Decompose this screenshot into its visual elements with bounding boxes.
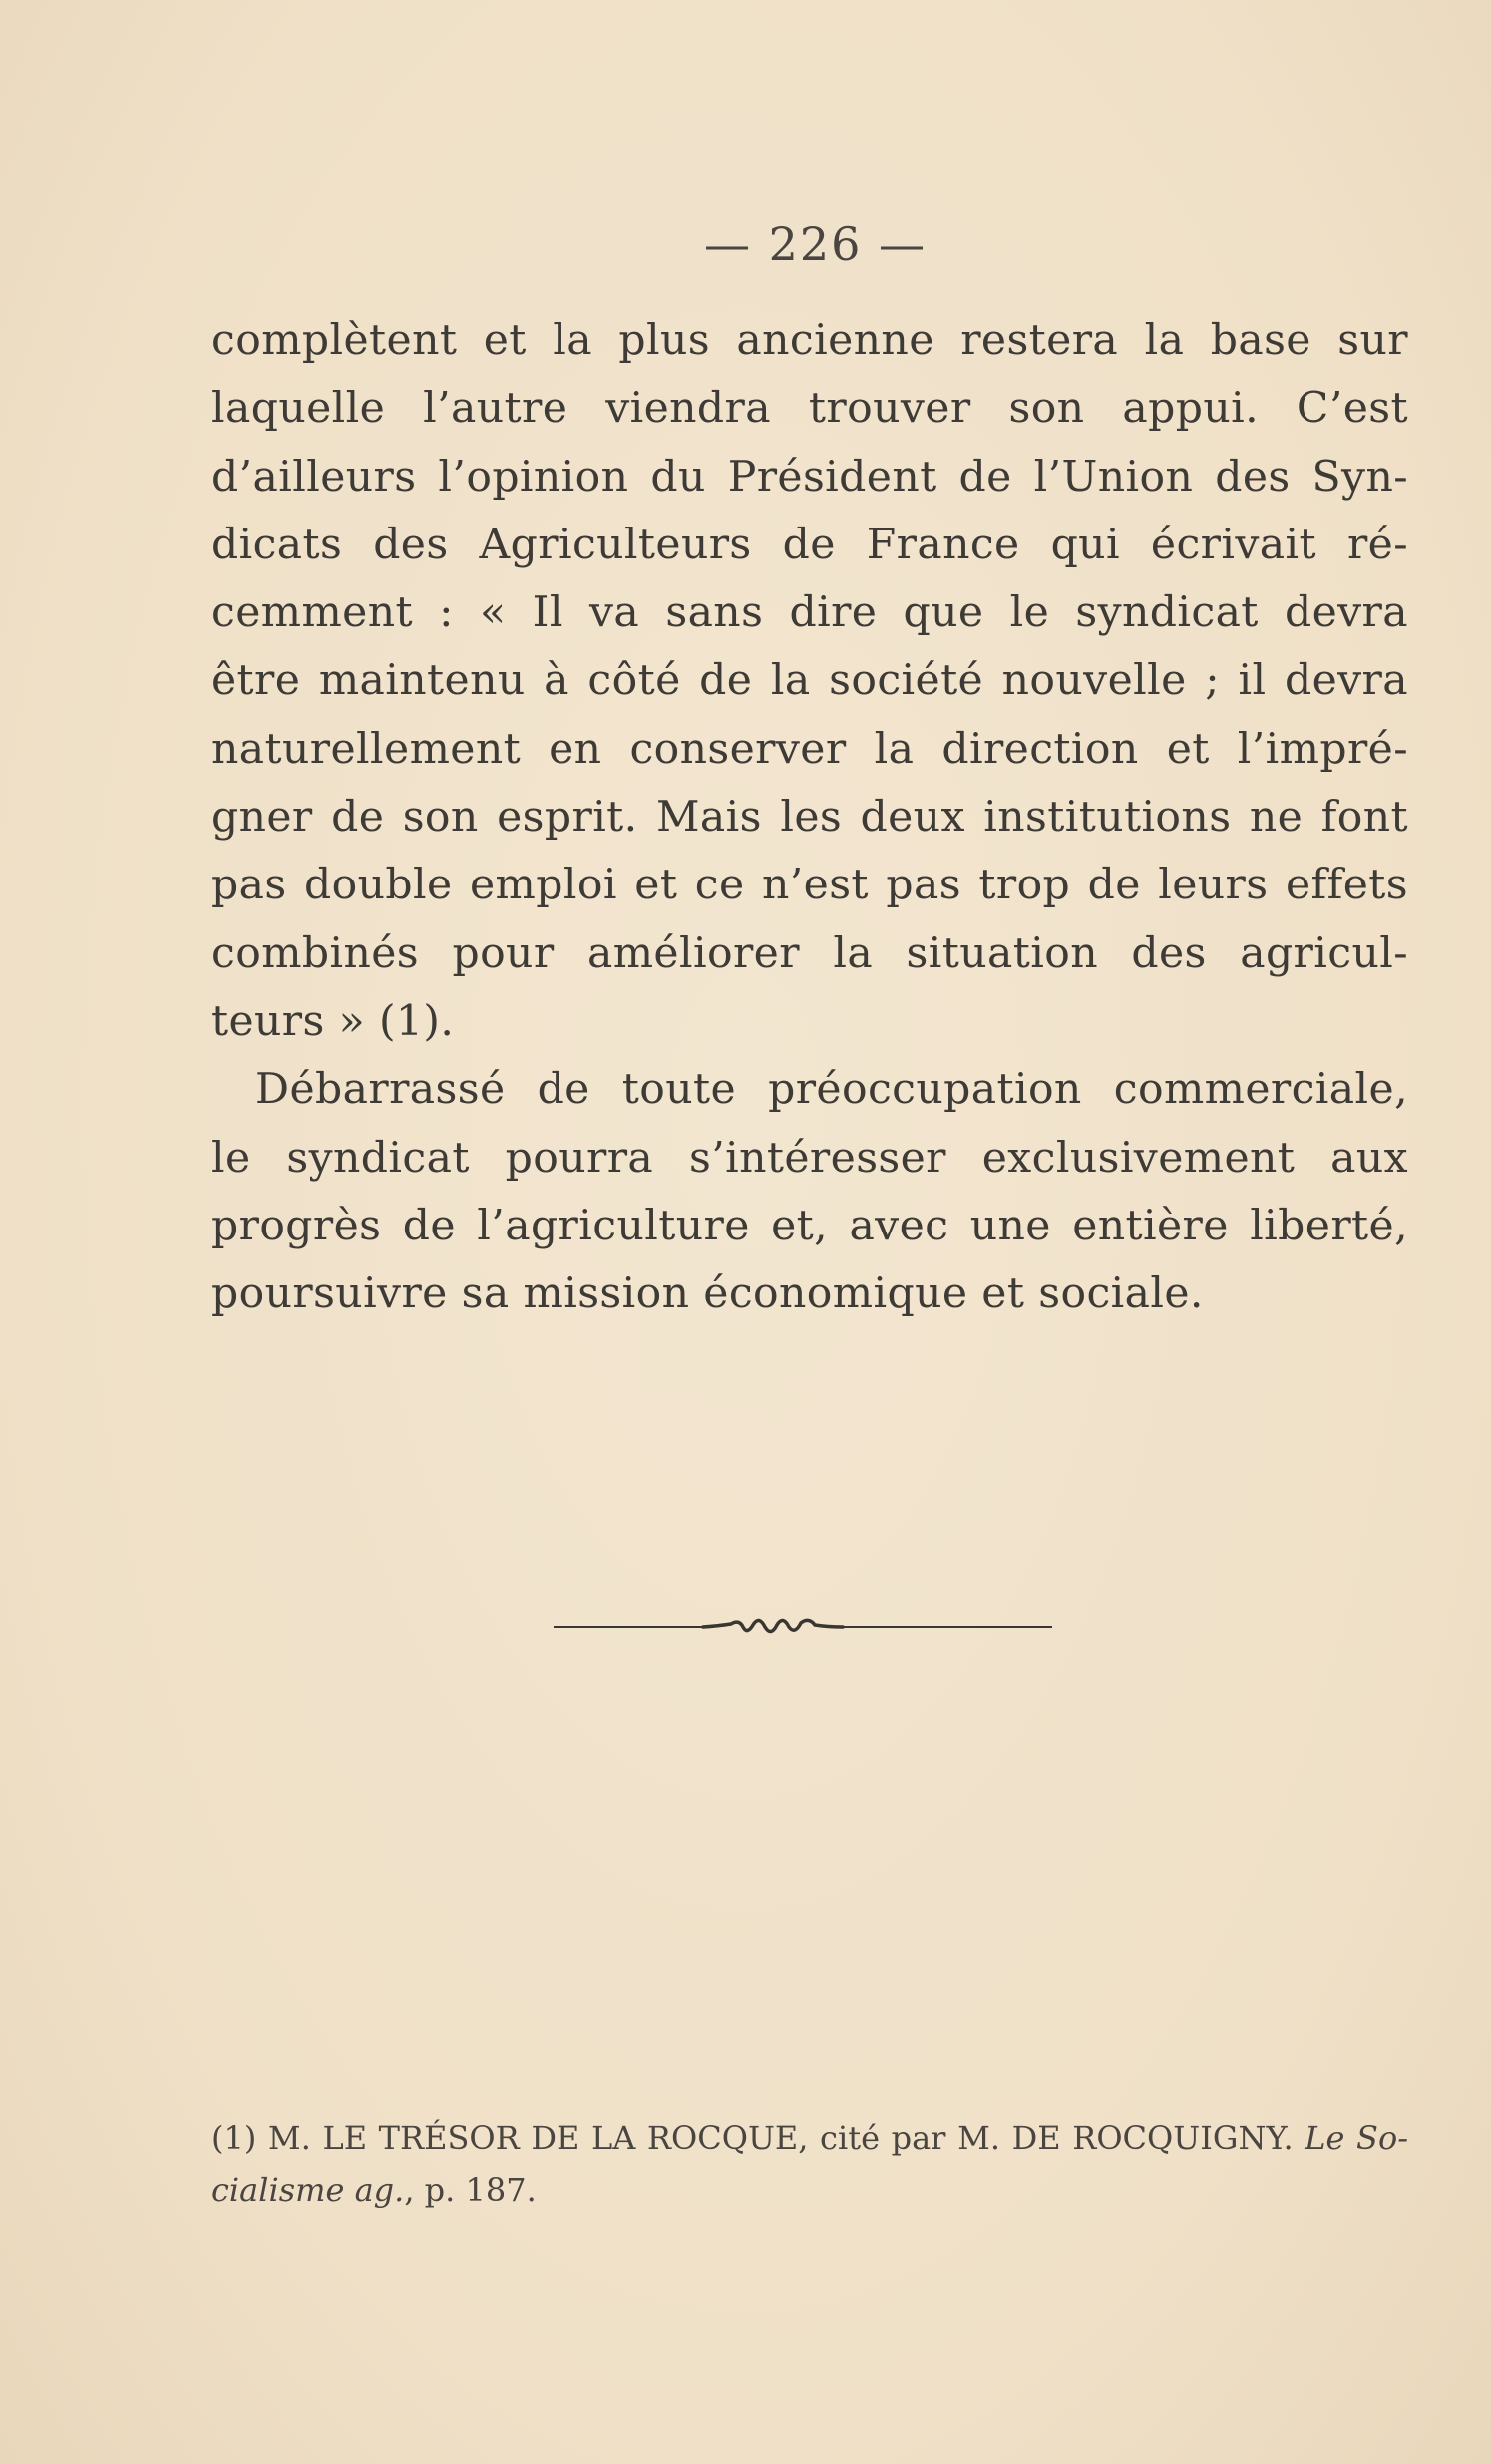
- footnote-text: (1) M. LE TRÉSOR DE LA ROCQUE, cité par M. DE ROCQUIGNY.: [211, 2119, 1294, 2157]
- text-line: dicats des Agriculteurs de France qui écrivait ré-: [211, 520, 1408, 569]
- page-number: — 226 —: [703, 217, 928, 271]
- body-text: [211, 307, 1408, 1328]
- text-line: combinés pour améliorer la situation des agricul-: [211, 928, 1408, 978]
- text-line: naturellement en conserver la direction et l’impré-: [211, 724, 1408, 774]
- text-line: poursuivre sa mission économique et sociale.: [211, 1269, 1204, 1319]
- footnote: [211, 2112, 1408, 2216]
- footnote-line: [211, 2112, 1408, 2164]
- text-line: teurs » (1).: [211, 996, 455, 1046]
- text-line: laquelle l’autre viendra trouver son appui. C’est: [211, 384, 1408, 434]
- footnote-title: Le So-: [1305, 2119, 1409, 2157]
- footnote-title: cialisme ag.: [211, 2171, 405, 2209]
- text-line: complètent et la plus ancienne restera la base sur: [211, 316, 1408, 365]
- text-line: cemment : « Il va sans dire que le syndicat devra: [211, 588, 1408, 638]
- footnote-line: [211, 2164, 1408, 2216]
- footnote-text: , p. 187.: [404, 2171, 537, 2209]
- ornament-divider-icon: [554, 1605, 1052, 1645]
- text-line: gner de son esprit. Mais les deux institutions ne font: [211, 793, 1408, 843]
- text-line: être maintenu à côté de la société nouvelle ; il devra: [211, 656, 1408, 706]
- text-line: le syndicat pourra s’intéresser exclusivement aux: [211, 1133, 1408, 1183]
- text-line: pas double emploi et ce n’est pas trop de leurs effets: [211, 861, 1408, 910]
- text-line: d’ailleurs l’opinion du Président de l’Union des Syn-: [211, 452, 1408, 502]
- text-line: progrès de l’agriculture et, avec une entière liberté,: [211, 1201, 1408, 1250]
- text-line: Débarrassé de toute préoccupation commerciale,: [255, 1065, 1408, 1115]
